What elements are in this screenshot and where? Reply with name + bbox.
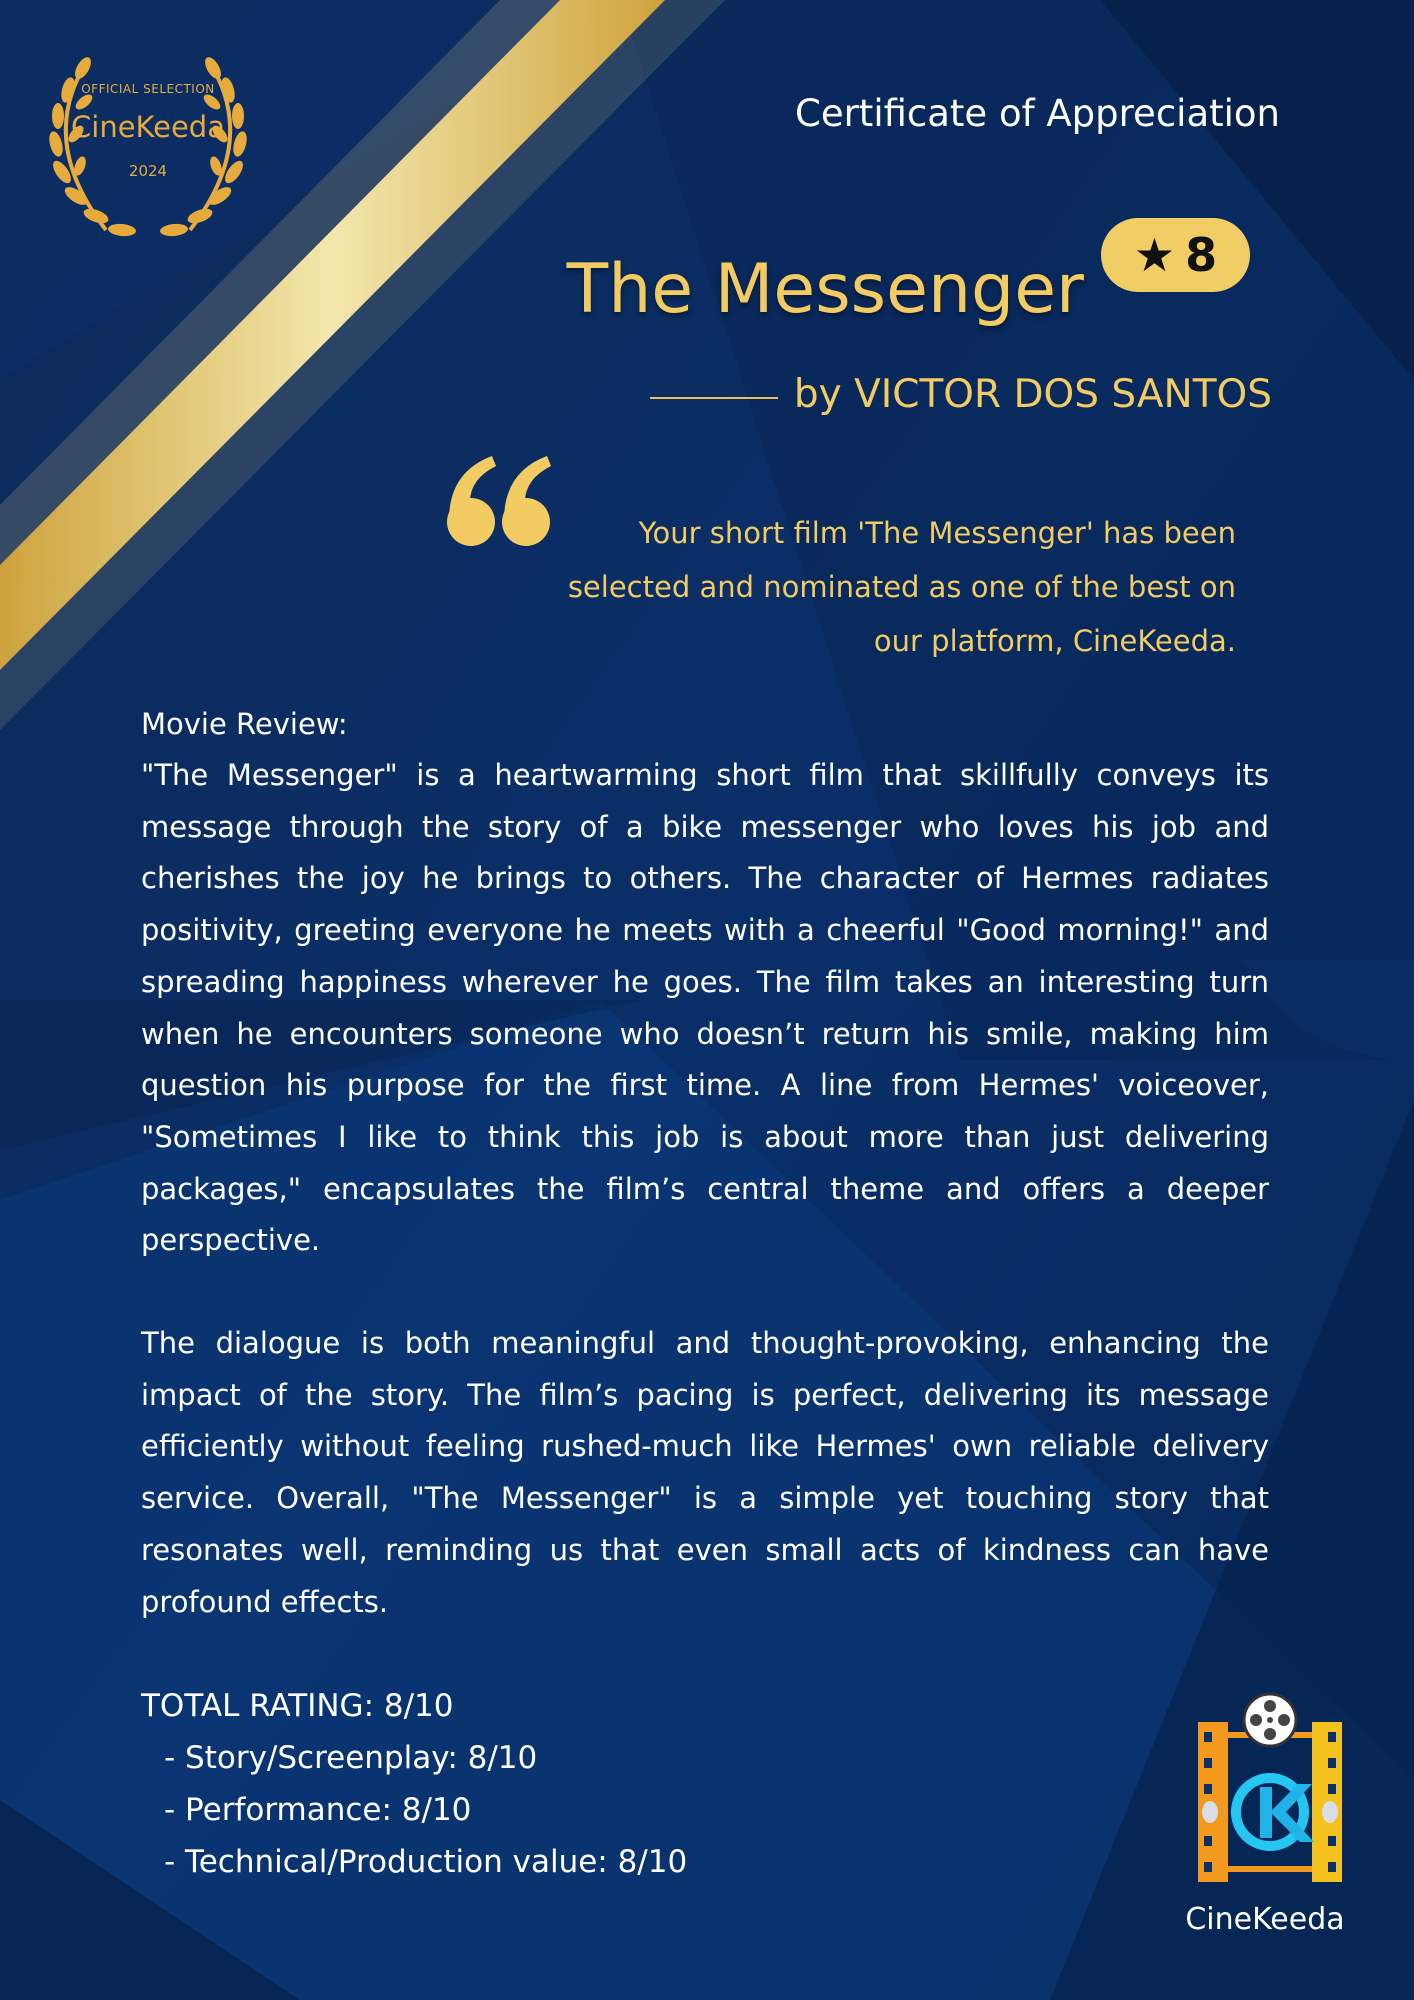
total-rating: TOTAL RATING: 8/10 — [141, 1688, 454, 1724]
rating-badge — [1101, 218, 1250, 292]
official-selection-laurel — [28, 40, 268, 250]
film-reel-logo-icon — [1190, 1692, 1350, 1912]
rating-item-technical: - Technical/Production value: 8/10 — [164, 1844, 688, 1880]
logo-brand-name: CineKeeda — [1185, 1902, 1345, 1937]
paragraph-spacer — [141, 1267, 1269, 1318]
laurel-wreath-icon — [28, 40, 268, 250]
byline-divider — [650, 397, 778, 399]
review-paragraph: The dialogue is both meaningful and thought-provoking, enhancing the impact of the story. The film’s pacing is perfect, delivering its message efficiently without feeling rushed-much like Hermes' own reliable delivery service. Overall, "The Messenger" is a simple yet touching story that resonates well, reminding us that even small acts of kindness can have profound effects. — [141, 1326, 1269, 1619]
rating-breakdown — [141, 1680, 941, 1888]
laurel-brand-name: CineKeeda — [71, 110, 225, 144]
film-byline: by VICTOR DOS SANTOS — [793, 372, 1272, 417]
certificate-title: Certificate of Appreciation — [795, 92, 1280, 135]
rating-item-story: - Story/Screenplay: 8/10 — [164, 1740, 538, 1776]
laurel-top-text: OFFICIAL SELECTION — [81, 82, 215, 96]
laurel-year: 2024 — [128, 162, 168, 180]
nomination-message: Your short film 'The Messenger' has been selected and nominated as one of the best on our platform, CineKeeda. — [567, 516, 1236, 658]
review-heading: Movie Review: — [141, 707, 348, 741]
film-title: The Messenger — [566, 250, 1084, 329]
rating-badge-value: 8 — [1185, 228, 1218, 282]
review-paragraph: "The Messenger" is a heartwarming short film that skillfully conveys its message through the story of a bike messenger who loves his job and cherishes the joy he brings to others. The character of Hermes radiates positivity, greeting everyone he meets with a cheerful "Good morning!" and spreading happiness wherever he goes. The film takes an interesting turn when he encounters someone who doesn’t return his smile, making him question his purpose for the first time. A line from Hermes' voiceover, "Sometimes I like to think this job is about more than just delivering packages," encapsulates the film’s central theme and offers a deeper perspective. — [141, 758, 1269, 1258]
movie-review — [141, 698, 1269, 1628]
rating-item-performance: - Performance: 8/10 — [164, 1792, 472, 1828]
star-icon: ★ — [1133, 228, 1176, 282]
